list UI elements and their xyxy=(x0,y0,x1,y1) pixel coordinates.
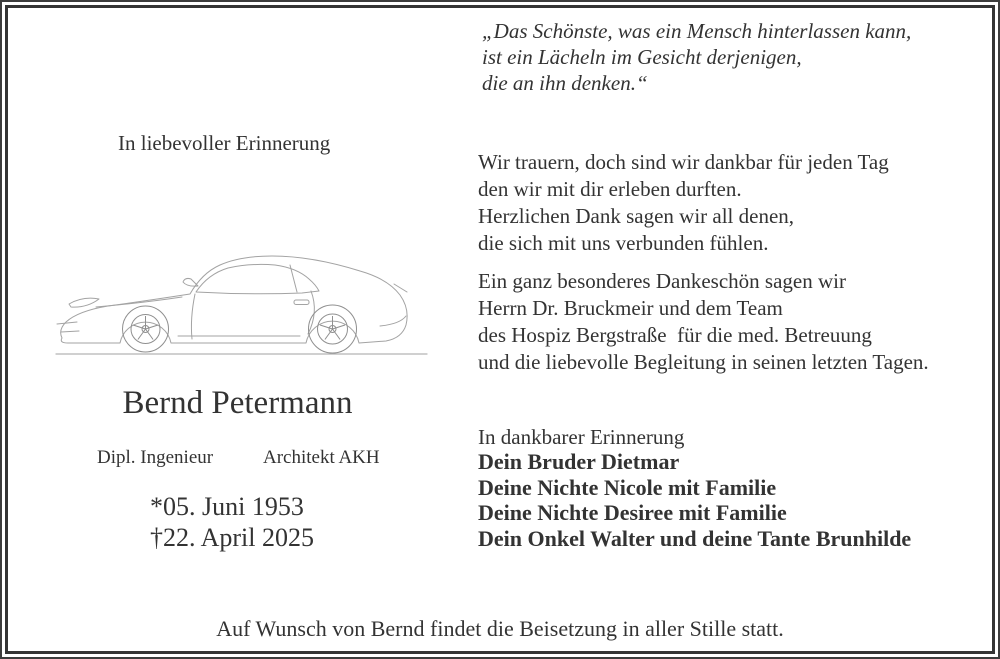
paragraph-line: Wir trauern, doch sind wir dankbar für jeden Tag xyxy=(478,150,889,174)
paragraph-line: den wir mit dir erleben durften. xyxy=(478,177,742,201)
paragraph-line: und die liebevolle Begleitung in seinen letzten Tagen. xyxy=(478,350,929,374)
paragraph-line: Ein ganz besonderes Dankeschön sagen wir xyxy=(478,269,846,293)
quote-line: ist ein Lächeln im Gesicht derjenigen, xyxy=(482,45,802,69)
memorial-heading: In liebevoller Erinnerung xyxy=(118,131,331,155)
quote-block xyxy=(482,18,911,96)
death-date: †22. April 2025 xyxy=(150,523,314,552)
car-body-outline xyxy=(61,256,407,343)
b-pillar-line xyxy=(290,265,297,292)
quote-line: die an ihn denken.“ xyxy=(482,71,648,95)
mourning-paragraph xyxy=(478,149,889,257)
door-seam-front xyxy=(191,294,195,339)
paragraph-line: die sich mit uns verbunden fühlen. xyxy=(478,231,769,255)
remembrance-heading: In dankbarer Erinnerung xyxy=(478,425,685,449)
birth-date: *05. Juni 1953 xyxy=(150,492,304,521)
life-dates xyxy=(150,491,314,553)
mourner-line: Dein Onkel Walter und deine Tante Brunhilde xyxy=(478,525,912,551)
paragraph-line: Herzlichen Dank sagen wir all denen, xyxy=(478,204,795,228)
rear-wheel xyxy=(309,305,357,353)
side-windows xyxy=(196,264,319,293)
mourner-line: Deine Nichte Desiree mit Familie xyxy=(478,500,787,525)
burial-notice: Auf Wunsch von Bernd findet die Beisetzung in aller Stille statt. xyxy=(216,616,784,641)
front-wheel xyxy=(123,306,169,352)
mourner-line: Deine Nichte Nicole mit Familie xyxy=(478,474,777,500)
deceased-name: Bernd Petermann xyxy=(122,385,353,421)
thanks-paragraph xyxy=(478,268,929,376)
paragraph-line: Herrn Dr. Bruckmeir und dem Team xyxy=(478,296,783,320)
profession-title: Architekt AKH xyxy=(263,447,380,468)
mourners-list xyxy=(478,449,911,551)
headlight xyxy=(69,298,99,307)
mourner-line: Dein Bruder Dietmar xyxy=(478,449,680,474)
quote-line: „Das Schönste, was ein Mensch hinterlassen kann, xyxy=(482,19,912,43)
profession-title: Dipl. Ingenieur xyxy=(97,447,214,468)
front-bumper-lines xyxy=(57,322,79,332)
paragraph-line: des Hospiz Bergstraße für die med. Betreuung xyxy=(478,323,872,347)
door-handle xyxy=(294,300,309,305)
car-line-drawing-icon xyxy=(50,246,430,361)
taillight-lines xyxy=(380,284,407,326)
